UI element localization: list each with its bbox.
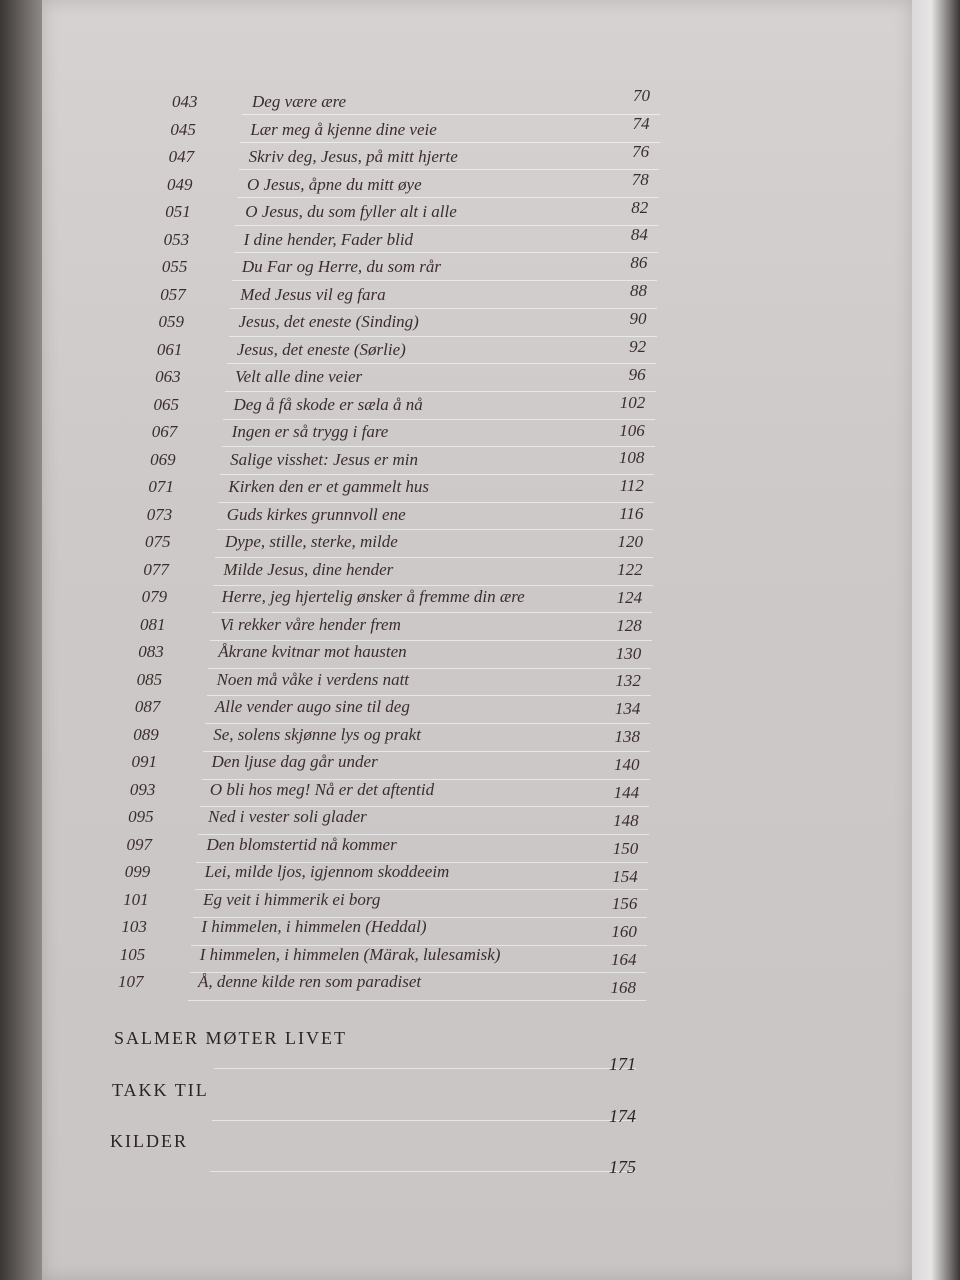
entry-title: Dype, stille, sterke, milde	[225, 532, 398, 551]
toc-section	[110, 1131, 636, 1177]
entry-page-number: 90	[629, 309, 647, 328]
entry-title: I dine hender, Fader blid	[243, 229, 414, 249]
entry-page-number: 78	[631, 169, 649, 189]
entry-page-number: 140	[614, 755, 640, 774]
entry-rule	[212, 612, 653, 613]
entry-page-number: 106	[619, 420, 645, 440]
toc-entry	[138, 642, 641, 670]
entry-page-number: 130	[615, 643, 642, 663]
entry-number: 061	[156, 339, 183, 359]
entry-number: 051	[165, 202, 191, 221]
entry-rule	[227, 363, 656, 364]
entry-rule	[223, 419, 655, 420]
entry-title: Deg å få skode er sæla å nå	[233, 394, 423, 414]
toc-entry	[135, 697, 641, 725]
entry-number: 085	[136, 669, 163, 689]
entry-page-number: 160	[611, 922, 637, 942]
toc-entry	[153, 392, 646, 423]
section-heading: SALMER MØTER LIVET	[114, 1028, 347, 1048]
entry-page-number: 124	[616, 587, 643, 607]
entry-number: 045	[170, 119, 196, 139]
section-rule	[210, 1171, 636, 1172]
entry-number: 069	[150, 449, 176, 469]
toc-entry	[160, 281, 647, 313]
entry-title: Åkrane kvitnar mot hausten	[218, 642, 407, 661]
entry-rule	[188, 1000, 646, 1001]
toc-entry	[140, 615, 642, 643]
toc-entry	[147, 505, 644, 533]
toc-section	[112, 1080, 636, 1126]
entry-rule	[232, 280, 658, 281]
entry-number: 071	[148, 477, 174, 496]
entry-number: 075	[145, 532, 171, 551]
entry-page-number: 154	[612, 866, 638, 886]
entry-title: Jesus, det eneste (Sinding)	[238, 312, 419, 331]
toc-entry	[166, 169, 649, 203]
entry-title: Å, denne kilde ren som paradiset	[198, 972, 422, 991]
entry-page-number: 168	[610, 978, 636, 997]
toc-entry	[165, 197, 649, 230]
entry-rule	[234, 252, 658, 253]
entry-title: Den ljuse dag går under	[211, 752, 378, 771]
entry-rule	[218, 502, 654, 503]
entry-number: 049	[166, 174, 193, 194]
toc-entry	[158, 309, 647, 340]
entry-number: 095	[128, 807, 154, 826]
entry-title: O Jesus, du som fyller alt i alle	[245, 202, 457, 221]
toc-entry	[128, 807, 639, 835]
entry-title: Velt alle dine veier	[235, 367, 363, 386]
entry-number: 101	[123, 889, 149, 909]
entry-rule	[225, 391, 656, 392]
toc-entry	[118, 972, 636, 1000]
entry-rule	[242, 114, 660, 115]
toc-entry	[156, 336, 647, 368]
entry-title: O Jesus, åpne du mitt øye	[246, 174, 422, 194]
entry-number: 047	[168, 147, 195, 166]
entry-title: Skriv deg, Jesus, på mitt hjerte	[248, 147, 458, 166]
entry-title: Deg være ære	[252, 92, 347, 111]
entry-rule	[222, 446, 655, 447]
toc-entry	[130, 780, 639, 808]
entry-number: 087	[134, 697, 161, 716]
entry-number: 091	[131, 752, 157, 771]
toc-entry	[143, 560, 642, 588]
entry-number: 065	[153, 394, 179, 414]
entry-title: Lei, milde ljos, igjennom skoddeeim	[204, 862, 450, 881]
toc-entry	[133, 725, 640, 753]
toc-entry	[163, 225, 648, 258]
entry-title: I himmelen, i himmelen (Märak, lulesamisk)	[199, 944, 501, 964]
entry-title: Milde Jesus, dine hender	[223, 559, 394, 579]
book-binding	[0, 0, 42, 1280]
section-heading: KILDER	[110, 1131, 188, 1151]
entry-page-number: 148	[613, 810, 639, 830]
entry-page-number: 134	[614, 699, 641, 719]
toc-entry	[148, 477, 644, 505]
entry-rule	[240, 142, 659, 143]
entry-page-number: 132	[615, 671, 641, 691]
toc-section	[114, 1028, 636, 1074]
entry-number: 073	[146, 504, 173, 524]
entry-number: 089	[133, 724, 159, 744]
entry-page-number: 74	[632, 113, 650, 133]
entry-rule	[213, 585, 652, 586]
entry-page-number: 128	[616, 615, 642, 635]
section-heading: TAKK TIL	[112, 1080, 209, 1100]
entry-number: 105	[119, 944, 146, 964]
entry-rule	[237, 197, 659, 198]
toc-entry	[132, 752, 640, 780]
toc-entry	[142, 587, 643, 615]
entry-page-number: 70	[633, 86, 650, 105]
entry-page-number: 138	[614, 727, 640, 747]
entry-title: Se, solens skjønne lys og prakt	[213, 724, 421, 744]
section-page-number: 171	[609, 1054, 636, 1074]
entry-number: 107	[118, 972, 144, 991]
entry-page-number: 96	[628, 364, 646, 384]
entry-number: 059	[158, 312, 184, 331]
entry-number: 079	[141, 587, 168, 606]
entry-title: O bli hos meg! Nå er det aftentid	[209, 779, 435, 799]
entry-page-number: 108	[618, 448, 645, 468]
entry-title: Ned i vester soli glader	[208, 807, 367, 826]
entry-rule	[215, 557, 653, 558]
toc-entry	[155, 364, 646, 395]
entry-title: Kirken den er et gammelt hus	[228, 477, 430, 496]
entry-rule	[210, 640, 652, 641]
entry-number: 103	[121, 917, 147, 936]
entry-page-number: 102	[619, 392, 646, 412]
toc-entry	[170, 113, 650, 148]
entry-title: Salige visshet: Jesus er min	[230, 449, 418, 469]
entry-page-number: 164	[610, 950, 637, 970]
entry-title: Den blomstertid nå kommer	[206, 834, 397, 854]
entry-title: Lær meg å kjenne dine veie	[250, 119, 437, 139]
entry-number: 083	[138, 642, 164, 661]
entry-page-number: 120	[617, 532, 643, 551]
entry-number: 077	[143, 559, 169, 579]
toc-entry	[121, 917, 637, 945]
entry-page-number: 88	[629, 281, 647, 301]
entry-page-number: 76	[632, 141, 650, 161]
section-rule	[214, 1068, 636, 1069]
entry-title: I himmelen, i himmelen (Heddal)	[201, 917, 427, 936]
entry-number: 097	[126, 834, 152, 854]
entry-page-number: 112	[619, 476, 644, 496]
entry-page-number: 92	[629, 336, 647, 356]
section-rule	[212, 1120, 636, 1121]
entry-number: 067	[151, 422, 178, 441]
entry-page-number: 84	[630, 225, 648, 245]
entry-number: 055	[161, 257, 188, 276]
toc-entry	[152, 422, 645, 450]
entry-title: Med Jesus vil eg fara	[240, 284, 386, 304]
entry-page-number: 116	[619, 504, 644, 524]
entry-number: 043	[172, 92, 198, 111]
entry-title: Herre, jeg hjertelig ønsker å fremme din ære	[221, 587, 525, 606]
entry-title: Vi rekker våre hender frem	[219, 614, 401, 634]
entry-page-number: 156	[611, 894, 638, 914]
entry-title: Du Far og Herre, du som rår	[241, 257, 441, 276]
entry-title: Ingen er så trygg i fare	[231, 422, 389, 441]
entry-number: 053	[163, 229, 190, 249]
entry-rule	[217, 529, 654, 530]
toc-entry	[120, 945, 637, 973]
entry-number: 093	[129, 779, 156, 799]
entry-rule	[230, 308, 657, 309]
entry-title: Alle vender augo sine til deg	[214, 697, 410, 716]
toc-entry	[137, 670, 641, 698]
entry-number: 057	[160, 284, 186, 304]
toc-entry	[126, 835, 638, 863]
entry-rule	[239, 169, 660, 170]
section-page-number: 175	[609, 1157, 636, 1177]
toc-entry	[161, 253, 648, 285]
toc-entry	[172, 86, 650, 120]
entry-page-number: 150	[612, 838, 639, 858]
entry-title: Noen må våke i verdens natt	[216, 669, 410, 689]
toc-entry	[150, 450, 644, 478]
entry-page-number: 144	[613, 782, 640, 802]
toc-entry	[125, 862, 638, 890]
entry-rule	[229, 336, 657, 337]
entry-rule	[220, 474, 654, 475]
entry-page-number: 82	[631, 197, 649, 217]
toc-entry	[168, 141, 650, 175]
entry-page-number: 122	[617, 559, 643, 579]
entry-number: 081	[139, 614, 166, 634]
toc-entry	[123, 890, 637, 918]
entry-number: 099	[124, 862, 151, 881]
entry-title: Eg veit i himmerik ei borg	[203, 889, 381, 909]
toc-entry	[145, 532, 643, 560]
entry-title: Guds kirkes grunnvoll ene	[226, 504, 406, 524]
entry-page-number: 86	[630, 253, 648, 273]
entry-rule	[235, 225, 658, 226]
entry-title: Jesus, det eneste (Sørlie)	[236, 339, 406, 359]
section-page-number: 174	[609, 1106, 636, 1126]
entry-number: 063	[155, 367, 181, 386]
page-edge	[912, 0, 960, 1280]
